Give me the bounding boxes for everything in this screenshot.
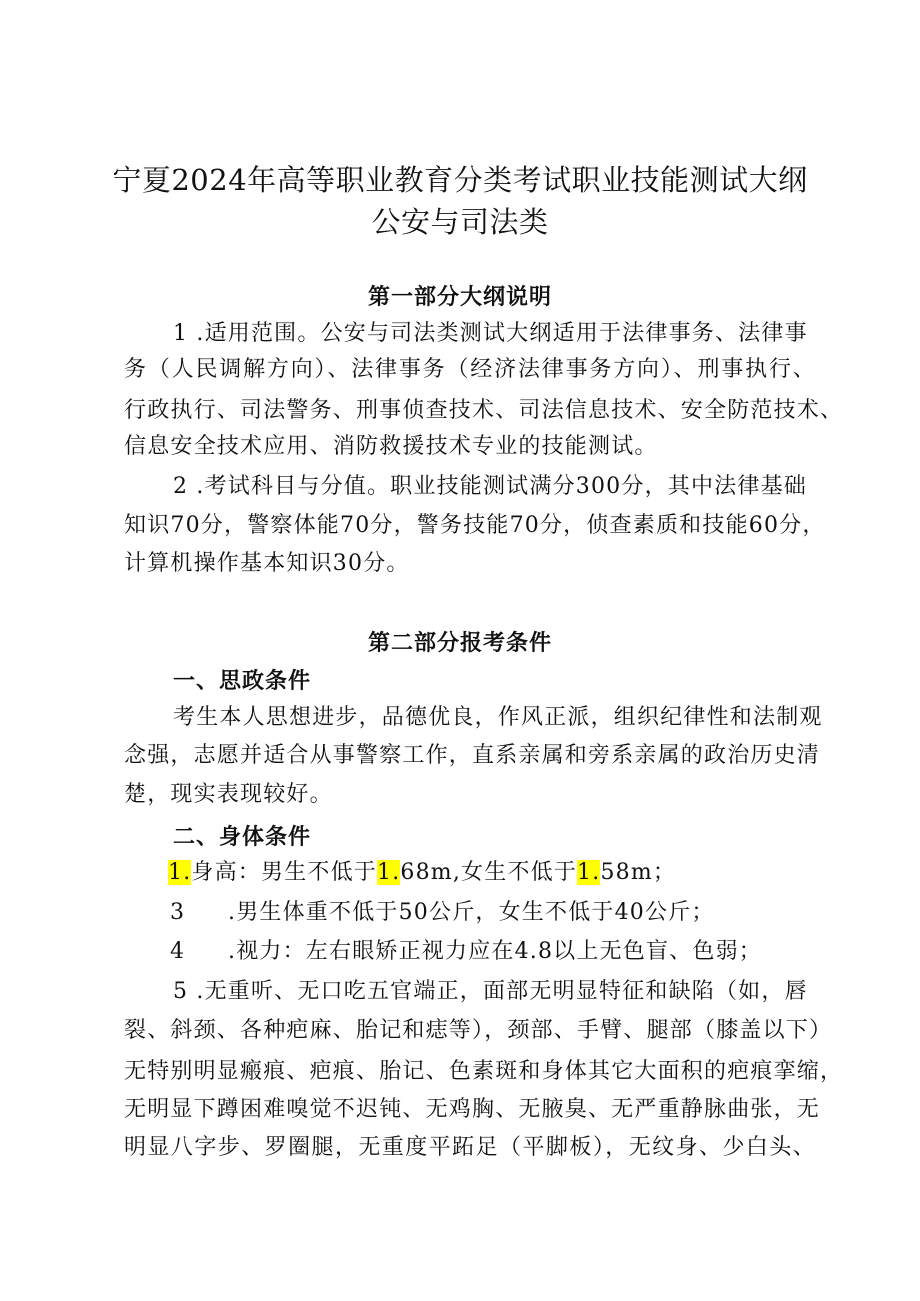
paragraph-line: 信息安全技术应用、消防救援技术专业的技能测试。 bbox=[124, 434, 658, 459]
weight-requirement: .男生体重不低于50公斤，女生不低于40公斤； bbox=[228, 900, 715, 925]
height-requirement: 1.身高：男生不低于1.68m,女生不低于1.58m； bbox=[168, 860, 677, 885]
item-number: 3 bbox=[170, 900, 186, 925]
paragraph-line: 5 .无重听、无口吃五官端正，面部无明显特征和缺陷（如，唇 bbox=[173, 979, 808, 1004]
highlight-mark: 1. bbox=[168, 860, 192, 885]
physical-conditions-heading: 二、身体条件 bbox=[173, 824, 312, 850]
paragraph-line: 念强，志愿并适合从事警察工作，直系亲属和旁系亲属的政治历史清 bbox=[124, 743, 821, 768]
part2-heading: 第二部分报考条件 bbox=[367, 630, 552, 656]
paragraph-line: 1 .适用范围。公安与司法类测试大纲适用于法律事务、法律事 bbox=[173, 321, 808, 346]
paragraph-line: 行政执行、司法警务、刑事侦查技术、司法信息技术、安全防范技术、 bbox=[124, 398, 844, 423]
paragraph-line: 无特别明显瘢痕、疤痕、胎记、色素斑和身体其它大面积的疤痕挛缩， bbox=[124, 1059, 844, 1084]
paragraph-line: 楚，现实表现较好。 bbox=[124, 782, 333, 807]
part1-heading: 第一部分大纲说明 bbox=[367, 284, 552, 310]
paragraph-line: 裂、斜颈、各种疤麻、胎记和痣等），颈部、手臂、腿部（膝盖以下） bbox=[124, 1018, 833, 1043]
political-conditions-heading: 一、思政条件 bbox=[173, 668, 312, 694]
highlight-mark: 1. bbox=[377, 860, 401, 885]
paragraph-line: 2 .考试科目与分值。职业技能测试满分300分，其中法律基础 bbox=[173, 474, 807, 499]
highlight-mark: 1. bbox=[577, 860, 601, 885]
vision-requirement: .视力：左右眼矫正视力应在4.8以上无色盲、色弱； bbox=[228, 939, 762, 964]
document-subtitle: 公安与司法类 bbox=[371, 205, 549, 239]
paragraph-line: 明显八字步、罗圈腿，无重度平跖足（平脚板），无纹身、少白头、 bbox=[124, 1135, 816, 1160]
paragraph-line: 考生本人思想进步，品德优良，作风正派，组织纪律性和法制观 bbox=[173, 705, 823, 730]
paragraph-line: 计算机操作基本知识30分。 bbox=[124, 551, 410, 576]
paragraph-line: 无明显下蹲困难嗅觉不迟钝、无鸡胸、无腋臭、无严重静脉曲张，无 bbox=[124, 1097, 821, 1122]
item-number: 4 bbox=[170, 939, 186, 964]
document-title: 宁夏2024年高等职业教育分类考试职业技能测试大纲 bbox=[112, 163, 808, 197]
paragraph-line: 务（人民调解方向）、法律事务（经济法律事务方向）、刑事执行、 bbox=[124, 357, 816, 382]
paragraph-line: 知识70分，警察体能70分，警务技能70分，侦查素质和技能60分， bbox=[124, 513, 826, 538]
